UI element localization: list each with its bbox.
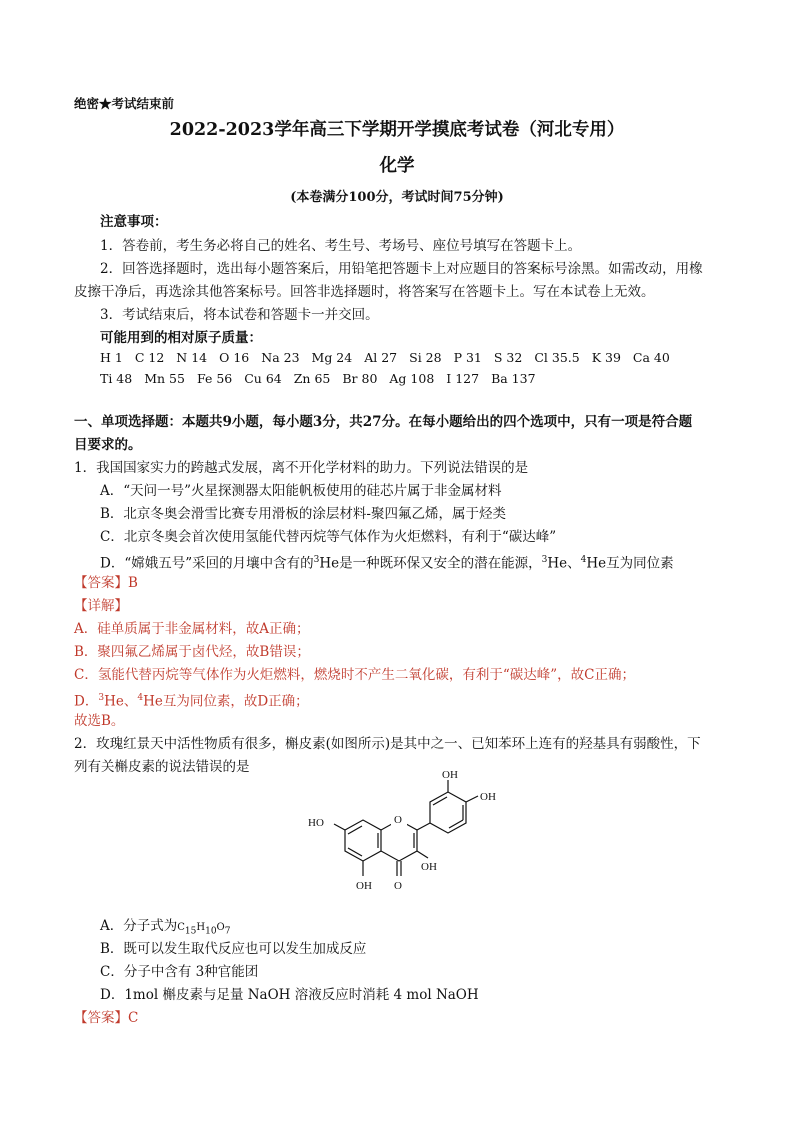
q1-detail-heading: 【详解】 bbox=[74, 598, 128, 614]
oh-label-top: OH bbox=[442, 769, 458, 781]
note-item-1: 1．答卷前，考生务必将自己的姓名、考生号、考场号、座位号填写在答题卡上。 bbox=[100, 238, 582, 254]
q2-option-c: C．分子中含有 3种官能团 bbox=[100, 964, 259, 980]
q2-stem: 2．玫瑰红景天中活性物质有很多，槲皮素(如图所示)是其中之一、已知苯环上连有的羟基具有弱酸性，下 bbox=[74, 736, 701, 752]
exam-title: 2022-2023学年高三下学期开学摸底考试卷（河北专用） bbox=[169, 120, 625, 140]
masses-heading: 可能用到的相对原子质量： bbox=[100, 330, 262, 346]
masses-row-1: H 1 C 12 N 14 O 16 Na 23 Mg 24 Al 27 Si 28 P 31 S 32 Cl 35.5 K 39 Ca 40 bbox=[100, 350, 670, 365]
q1-stem: 1．我国国家实力的跨越式发展，离不开化学材料的助力。下列说法错误的是 bbox=[74, 460, 529, 476]
subject-title: 化学 bbox=[379, 156, 415, 176]
section1-heading: 一、单项选择题：本题共9小题，每小题3分，共27分。在每小题给出的四个选项中，只有一项是符合题 bbox=[74, 414, 693, 430]
q2-option-d: D．1mol 槲皮素与足量 NaOH 溶液反应时消耗 4 mol NaOH bbox=[100, 987, 479, 1003]
q2-answer: 【答案】C bbox=[74, 1010, 139, 1026]
q1-option-b: B．北京冬奥会滑雪比赛专用滑板的涂层材料-聚四氟乙烯，属于烃类 bbox=[100, 506, 506, 522]
note-item-3: 3．考试结束后，将本试卷和答题卡一并交回。 bbox=[100, 307, 379, 323]
q1-conclusion: 故选B。 bbox=[74, 713, 125, 729]
q2-option-b: B．既可以发生取代反应也可以发生加成反应 bbox=[100, 941, 367, 957]
q1-detail-c: C．氢能代替丙烷等气体作为火炬燃料，燃烧时不产生二氧化碳，有利于“碳达峰”，故C正确； bbox=[74, 667, 635, 683]
q1-option-c: C．北京冬奥会首次使用氢能代替丙烷等气体作为火炬燃料，有利于“碳达峰” bbox=[100, 529, 557, 545]
q2-stem-cont: 列有关槲皮素的说法错误的是 bbox=[74, 759, 250, 775]
notes-heading: 注意事项： bbox=[100, 214, 168, 230]
masses-row-2: Ti 48 Mn 55 Fe 56 Cu 64 Zn 65 Br 80 Ag 108 I 127 Ba 137 bbox=[100, 371, 536, 386]
q1-option-d: D．“嫦娥五号”采回的月壤中含有的$^3$He是一种既环保又安全的潜在能源，$^3$He、$^4$He互为同位素 bbox=[100, 555, 674, 572]
note-item-2: 2．回答选择题时，选出每小题答案后，用铅笔把答题卡上对应题目的答案标号涂黑。如需改动，用橡 bbox=[100, 261, 703, 277]
q1-detail-d: D．$^3$He、$^4$He互为同位素，故D正确； bbox=[74, 693, 309, 710]
oh-label-right: OH bbox=[480, 791, 496, 803]
q1-answer: 【答案】B bbox=[74, 575, 138, 591]
q1-option-a: A．“天问一号”火星探测器太阳能帆板使用的硅芯片属于非金属材料 bbox=[100, 483, 502, 499]
ho-label-left: HO bbox=[308, 817, 324, 829]
ring-oxygen-label: O bbox=[394, 814, 402, 826]
exam-info: (本卷满分100分，考试时间75分钟) bbox=[290, 190, 504, 205]
carbonyl-oxygen-label: O bbox=[394, 880, 402, 892]
oh-label-bottom: OH bbox=[356, 880, 372, 892]
note-item-2-cont: 皮擦干净后，再选涂其他答案标号。回答非选择题时，将答案写在答题卡上。写在本试卷上无效。 bbox=[74, 284, 655, 300]
oh-label-c3: OH bbox=[421, 861, 437, 873]
q1-detail-a: A．硅单质属于非金属材料，故A正确； bbox=[74, 621, 310, 637]
q2-option-a: A．分子式为$C_{15}H_{10}O_7$ bbox=[100, 918, 231, 937]
q1-detail-b: B．聚四氟乙烯属于卤代烃，故B错误； bbox=[74, 644, 310, 660]
quercetin-structure bbox=[290, 768, 510, 910]
secret-mark: 绝密★考试结束前 bbox=[74, 96, 175, 111]
section1-heading-cont: 目要求的。 bbox=[74, 437, 142, 453]
